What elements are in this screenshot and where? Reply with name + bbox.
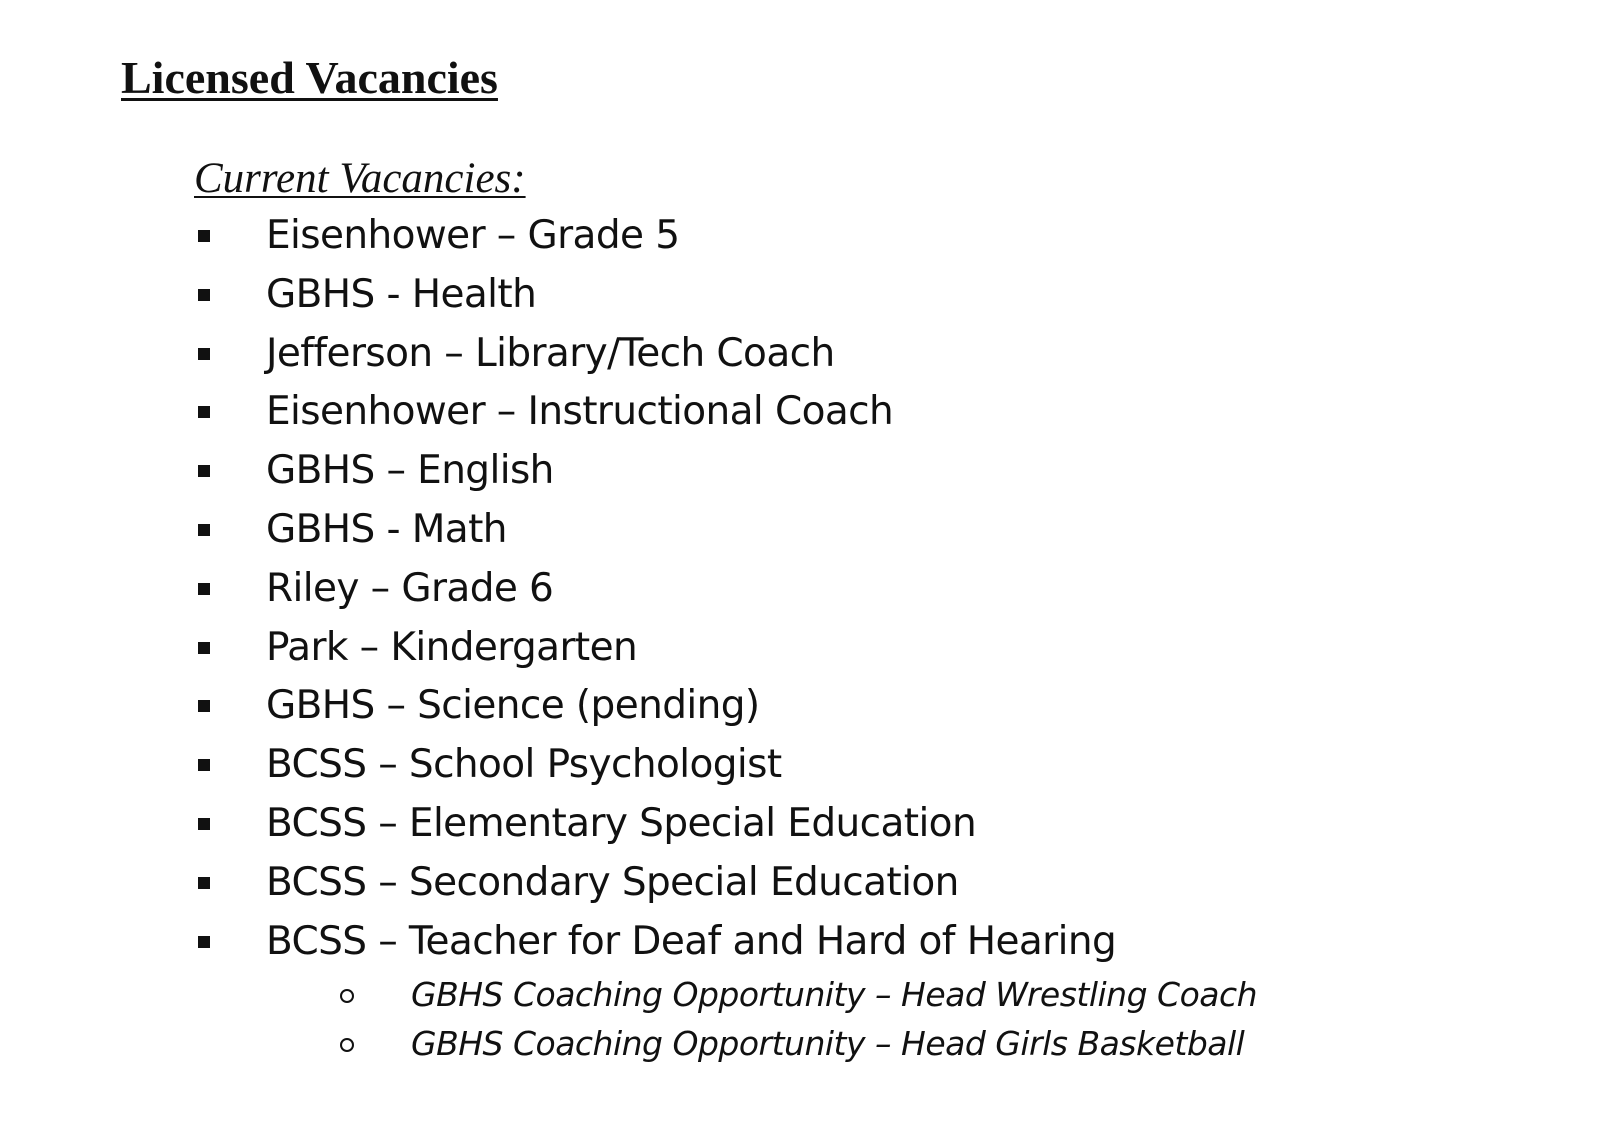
- list-item: [0, 560, 1400, 619]
- list-item: [0, 913, 1400, 972]
- vacancy-list: [0, 207, 1400, 971]
- square-bullet-icon: [198, 818, 210, 830]
- vacancy-text: GBHS - Health: [266, 271, 537, 317]
- list-item: [0, 325, 1400, 384]
- square-bullet-icon: [198, 348, 210, 360]
- circle-bullet-icon: [340, 989, 354, 1003]
- square-bullet-icon: [198, 524, 210, 536]
- circle-bullet-icon: [340, 1038, 354, 1052]
- vacancy-text: Jefferson – Library/Tech Coach: [266, 330, 835, 376]
- square-bullet-icon: [198, 230, 210, 242]
- vacancy-text: Eisenhower – Instructional Coach: [266, 389, 894, 435]
- list-item: [0, 1020, 1400, 1069]
- vacancy-text: Eisenhower – Grade 5: [266, 213, 680, 258]
- document-title: Licensed Vacancies: [121, 52, 498, 103]
- list-item: [0, 677, 1400, 736]
- list-item: [0, 795, 1400, 854]
- square-bullet-icon: [198, 877, 210, 889]
- vacancy-text: GBHS – Science (pending): [266, 683, 760, 729]
- vacancy-text: BCSS – Teacher for Deaf and Hard of Hearing: [266, 918, 1117, 964]
- list-item: [0, 266, 1400, 325]
- square-bullet-icon: [198, 759, 210, 771]
- coaching-opportunity-text: GBHS Coaching Opportunity – Head Girls Basketball: [411, 1024, 1245, 1063]
- square-bullet-icon: [198, 642, 210, 654]
- list-item: [0, 854, 1400, 913]
- square-bullet-icon: [198, 700, 210, 712]
- vacancy-text: BCSS – Secondary Special Education: [266, 859, 959, 905]
- list-item: [0, 501, 1400, 560]
- vacancy-text: Riley – Grade 6: [266, 565, 554, 611]
- square-bullet-icon: [198, 583, 210, 595]
- square-bullet-icon: [198, 289, 210, 301]
- list-item: [0, 383, 1400, 442]
- section-heading: Current Vacancies:: [194, 155, 526, 202]
- coaching-opportunity-list: [0, 971, 1400, 1069]
- list-item: [0, 619, 1400, 678]
- vacancy-text: GBHS - Math: [266, 506, 507, 552]
- vacancy-text: Park – Kindergarten: [266, 624, 638, 670]
- list-item: [0, 207, 1400, 266]
- list-item: [0, 971, 1400, 1020]
- vacancy-text: BCSS – Elementary Special Education: [266, 800, 977, 846]
- coaching-opportunity-text: GBHS Coaching Opportunity – Head Wrestling Coach: [411, 975, 1258, 1014]
- square-bullet-icon: [198, 936, 210, 948]
- list-item: [0, 736, 1400, 795]
- square-bullet-icon: [198, 465, 210, 477]
- vacancy-text: BCSS – School Psychologist: [266, 742, 782, 788]
- vacancy-text: GBHS – English: [266, 448, 554, 494]
- list-item: [0, 442, 1400, 501]
- square-bullet-icon: [198, 406, 210, 418]
